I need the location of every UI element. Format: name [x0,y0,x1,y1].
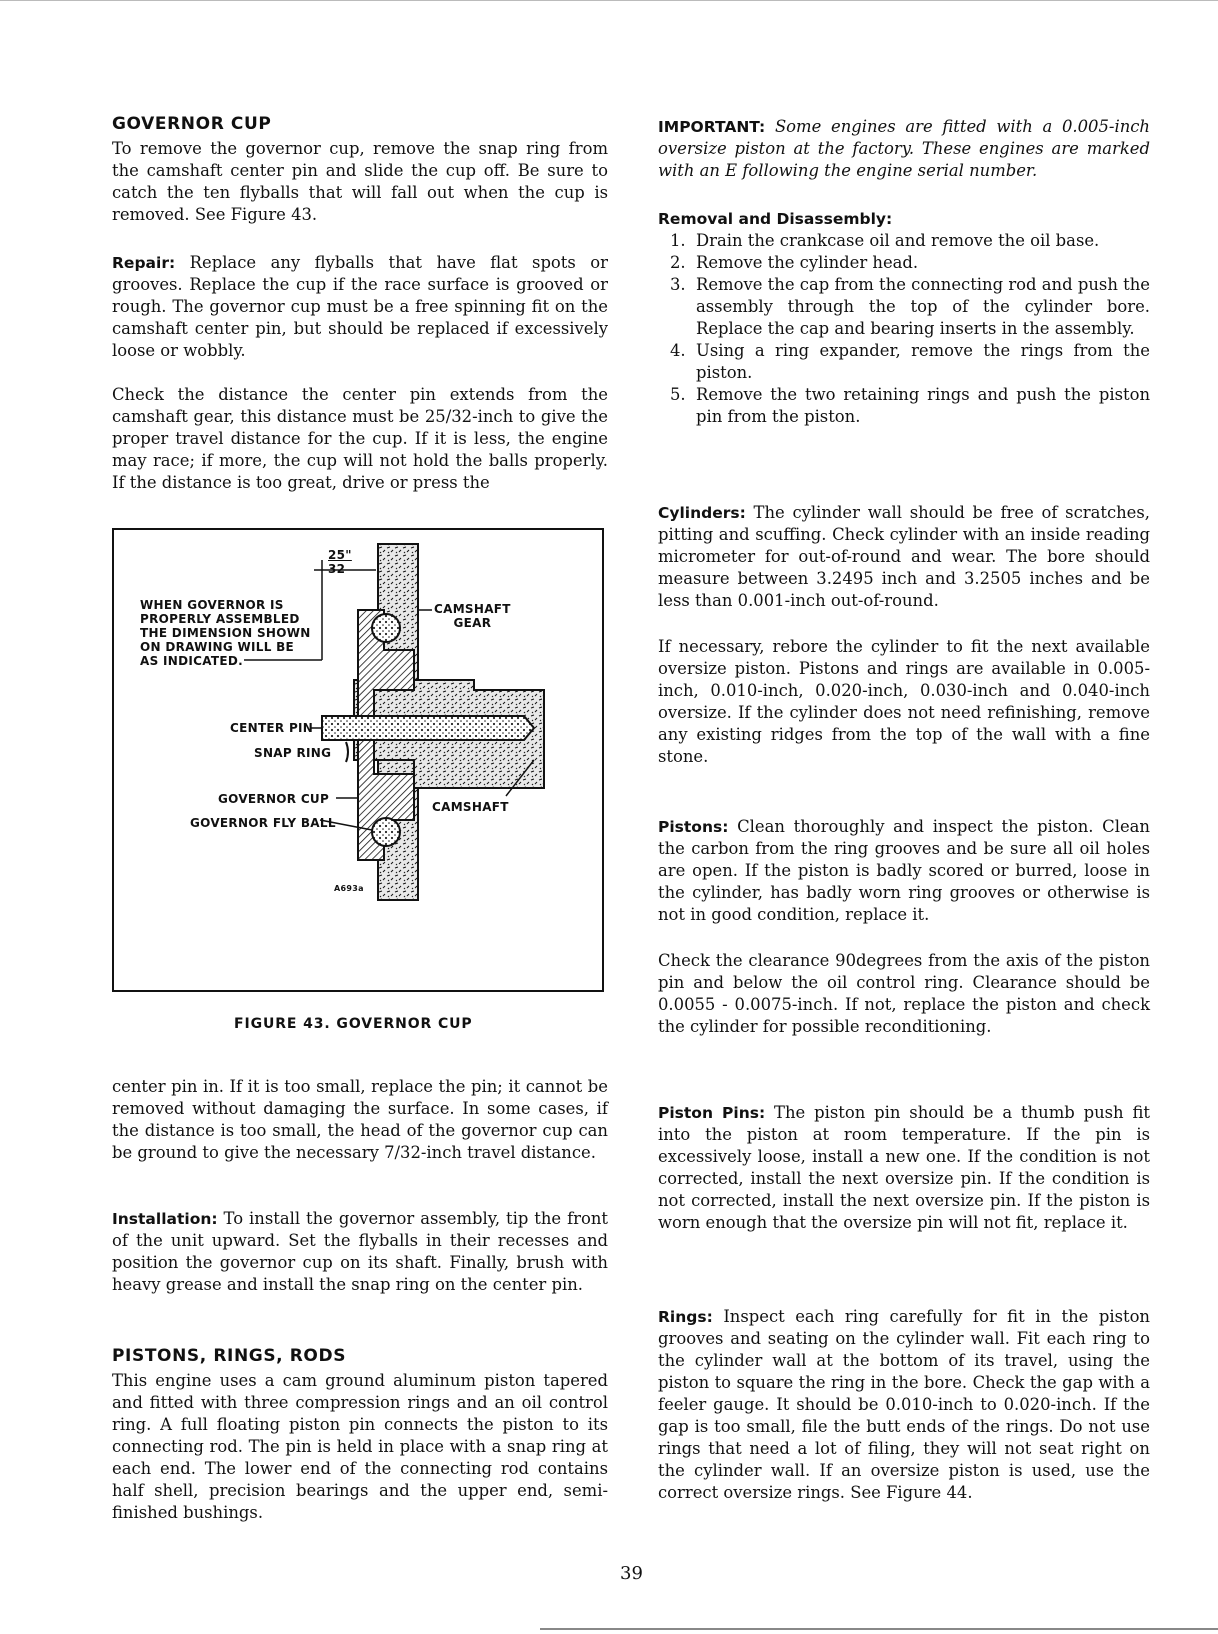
center-pin-text: center pin in. If it is too small, replace the pin; it cannot be removed without damaging the surface. In some cases, if the distance is too small, the head of the governor cup can be ground to give the necessary 7/32-inch travel distance. [112,1077,608,1162]
important-paragraph [658,116,1150,182]
rings-text: Inspect each ring carefully for fit in the piston grooves and seating on the cylinder wall. Fit each ring to the cylinder wall at the bottom of its travel, using the piston to square the ring in the bore. Check the gap with a feeler gauge. It should be 0.010-inch to 0.020-inch. If the gap is too small, file the butt ends of the rings. Do not use rings that need a lot of filing, they will not seat right on the cylinder wall. If an oversize piston is used, use the correct oversize rings. See Figure 44. [658,1307,1150,1502]
cylinders-text: The cylinder wall should be free of scratches, pitting and scuffing. Check cylinder with an inside reading micrometer for out-of-round and wear. The bore should measure between 3.2495 inch and 3.2505 inches and be less than 0.001-inch out-of-round. [658,503,1150,610]
step-number: 3. [670,275,686,294]
step-text: Remove the cap from the connecting rod and push the assembly through the top of the cylinder bore. Replace the cap and bearing inserts in the assembly. [696,275,1150,338]
step-number: 5. [670,385,686,404]
list-item [658,274,1150,340]
figure-caption: FIGURE 43. GOVERNOR CUP [234,1016,473,1032]
repair-paragraph [112,252,608,362]
governor-removal-text: To remove the governor cup, remove the snap ring from the camshaft center pin and slide the cup off. Be sure to catch the ten flyballs that will fall out when the cup is removed. See Figure 43. [112,139,608,224]
step-number: 1. [670,231,686,250]
step-number: 2. [670,253,686,272]
camshaft-gear-label-line1: CAMSHAFT [434,602,511,616]
top-border [0,0,1218,1]
fly-ball-label: GOVERNOR FLY BALL [190,816,336,830]
snap-ring-shape [346,742,348,762]
page-number: 39 [620,1563,643,1584]
list-item [658,384,1150,428]
dimension-label [328,548,352,576]
note-line: WHEN GOVERNOR IS [140,598,284,612]
clearance-paragraph [658,950,1150,1038]
note-line: THE DIMENSION SHOWN [140,626,311,640]
governor-cup-label: GOVERNOR CUP [218,792,330,806]
step-text: Remove the two retaining rings and push the piston pin from the piston. [696,385,1150,426]
camshaft-gear-label-line2: GEAR [453,616,492,630]
rings-paragraph [658,1306,1150,1504]
note-line: AS INDICATED. [140,654,244,668]
pistons-rings-rods-heading: PISTONS, RINGS, RODS [112,1346,347,1366]
assembly-note [140,598,311,668]
repair-lead: Repair: [112,254,176,272]
snap-ring-label: SNAP RING [254,746,332,760]
list-item [658,340,1150,384]
removal-steps [658,230,1150,428]
list-item [658,230,1150,252]
center-pin-shape [322,716,534,740]
pistons-text: Clean thoroughly and inspect the piston. Clean the carbon from the ring grooves and be sure all oil holes are open. If the piston is badly scored or burred, loose in the cylinder, has badly worn ring grooves or otherwise is not in good condition, replace it. [658,817,1150,924]
important-text: Some engines are fitted with a 0.005-inch oversize piston at the factory. These engines are marked with an E following the engine serial number. [658,117,1150,180]
figure-code: A693a [334,884,364,893]
important-lead: IMPORTANT: [658,118,766,136]
installation-paragraph [112,1208,608,1296]
center-pin-paragraph [112,1076,608,1164]
pistons-paragraph [658,816,1150,926]
camshaft-gear-label [434,602,511,630]
pistons-lead: Pistons: [658,818,729,836]
fly-ball-lower [372,818,400,846]
piston-pins-text: The piston pin should be a thumb push fit into the piston at room temperature. If the pin is excessively loose, install a new one. If the condition is not corrected, install the next oversize pin. If the condition is not corrected, install the next oversize pin. If the piston is worn enough that the oversize pin will not fit, replace it. [658,1103,1150,1232]
clearance-text: Check the clearance 90degrees from the axis of the piston pin and below the oil control ring. Clearance should be 0.0055 - 0.0075-inch. If not, replace the piston and check the cylinder for possible reconditioning. [658,951,1150,1036]
rings-lead: Rings: [658,1308,713,1326]
figure-43-governor-cup [112,528,604,992]
repair-text: Replace any flyballs that have flat spots or grooves. Replace the cup if the race surface is grooved or rough. The governor cup must be a free spinning fit on the camshaft center pin, but should be replaced if excessively loose or wobbly. [112,253,608,360]
dimension-denominator: 32 [328,562,346,576]
rebore-text: If necessary, rebore the cylinder to fit the next available oversize piston. Pistons and rings are available in 0.005-inch, 0.010-inch, 0.020-inch, 0.030-inch and 0.040-inch oversize. If the cylinder does not need refinishing, remove any existing ridges from the top of the wall with a fine stone. [658,637,1150,766]
governor-cup-paragraph [112,138,608,226]
cylinders-lead: Cylinders: [658,504,746,522]
fly-ball-upper [372,614,400,642]
camshaft-label: CAMSHAFT [432,800,509,814]
list-item [658,252,1150,274]
pistons-rings-rods-paragraph [112,1370,608,1524]
step-text: Drain the crankcase oil and remove the oil base. [696,231,1100,250]
installation-lead: Installation: [112,1210,218,1228]
dimension-numerator: 25" [328,548,352,562]
governor-cup-heading: GOVERNOR CUP [112,114,272,134]
cylinders-paragraph [658,502,1150,612]
step-text: Remove the cylinder head. [696,253,919,272]
step-number: 4. [670,341,686,360]
removal-heading: Removal and Disassembly: [658,210,893,228]
note-line: PROPERLY ASSEMBLED [140,612,300,626]
step-text: Using a ring expander, remove the rings from the piston. [696,341,1150,382]
piston-pins-paragraph [658,1102,1150,1234]
center-pin-label: CENTER PIN [230,721,314,735]
rebore-paragraph [658,636,1150,768]
check-distance-paragraph [112,384,608,494]
pistons-rings-rods-text: This engine uses a cam ground aluminum piston tapered and fitted with three compression rings and an oil control ring. A full floating piston pin connects the piston to its connecting rod. The pin is held in place with a snap ring at each end. The lower end of the connecting rod contains half shell, precision bearings and the upper end, semi-finished bushings. [112,1371,608,1522]
installation-text: To install the governor assembly, tip the front of the unit upward. Set the flyballs in their recesses and position the governor cup on its shaft. Finally, brush with heavy grease and install the snap ring on the center pin. [112,1209,608,1294]
check-distance-text: Check the distance the center pin extends from the camshaft gear, this distance must be 25/32-inch to give the proper travel distance for the cup. If it is less, the engine may race; if more, the cup will not hold the balls properly. If the distance is too great, drive or press the [112,385,608,492]
piston-pins-lead: Piston Pins: [658,1104,766,1122]
removal-section [658,208,1150,428]
bottom-border [540,1628,1218,1630]
note-line: ON DRAWING WILL BE [140,640,295,654]
